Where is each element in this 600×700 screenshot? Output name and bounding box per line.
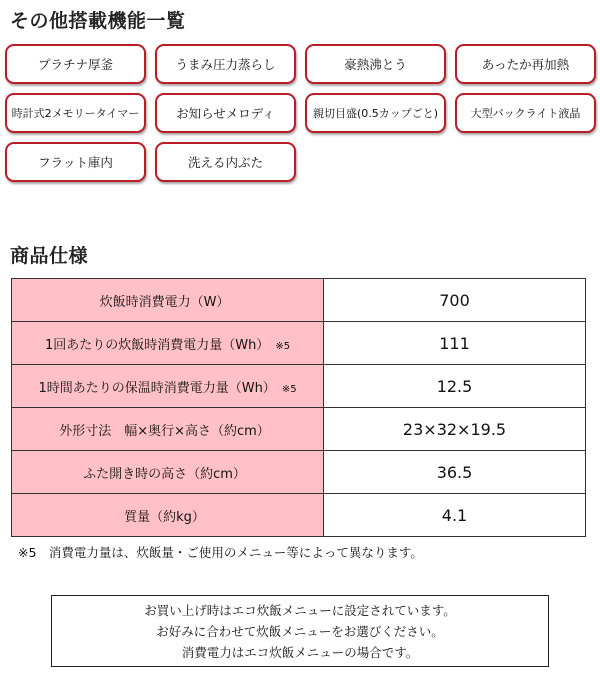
notice-line: お好みに合わせて炊飯メニューをお選びください。 [156,623,444,639]
spec-value: 4.1 [324,494,586,537]
spec-value: 23×32×19.5 [324,408,586,451]
feature-pill: 大型バックライト液晶 [455,93,596,133]
table-row [12,408,586,451]
table-row [12,279,586,322]
table-row [12,451,586,494]
table-row [12,494,586,537]
spec-label-cell [12,451,324,494]
spec-label-cell [12,365,324,408]
spec-table [11,278,586,537]
spec-label-cell [12,408,324,451]
spec-label: 炊飯時消費電力（W） [99,294,230,310]
table-row [12,365,586,408]
spec-label-cell [12,322,324,365]
table-row [12,322,586,365]
notice-line: 消費電力はエコ炊飯メニューの場合です。 [181,644,419,660]
notice-line: お買い上げ時はエコ炊飯メニューに設定されています。 [144,602,456,618]
spec-label: 1回あたりの炊飯時消費電力量（Wh） [44,337,270,353]
spec-label: 1時間あたりの保温時消費電力量（Wh） [38,380,276,396]
feature-pill: 親切目盛(0.5カップごと) [305,93,446,133]
feature-pill: 時計式2メモリータイマー [5,93,146,133]
feature-pill: プラチナ厚釜 [5,44,146,84]
spec-value: 700 [324,279,586,322]
spec-label-cell [12,494,324,537]
spec-label: 外形寸法 幅×奥行×高さ（約cm） [59,423,270,439]
feature-pill: フラット庫内 [5,142,146,182]
feature-pill: あったか再加熱 [455,44,596,84]
feature-pill: 洗える内ぶた [155,142,296,182]
spec-value: 36.5 [324,451,586,494]
specs-heading: 商品仕様 [10,245,89,267]
spec-value: 111 [324,322,586,365]
spec-label-cell [12,279,324,322]
notice-box [51,595,549,667]
spec-note-mark: ※5 [281,383,297,395]
feature-pill: 豪熱沸とう [305,44,446,84]
feature-pill: お知らせメロディ [155,93,296,133]
spec-value: 12.5 [324,365,586,408]
features-heading: その他搭載機能一覧 [10,10,186,32]
spec-label: ふた開き時の高さ（約cm） [83,466,246,482]
footnote: ※5 消費電力量は、炊飯量・ご使用のメニュー等によって異なります。 [18,545,423,560]
spec-label: 質量（約kg） [124,509,205,525]
feature-pill: うまみ圧力蒸らし [155,44,296,84]
features-grid [5,44,598,182]
spec-note-mark: ※5 [275,340,291,352]
